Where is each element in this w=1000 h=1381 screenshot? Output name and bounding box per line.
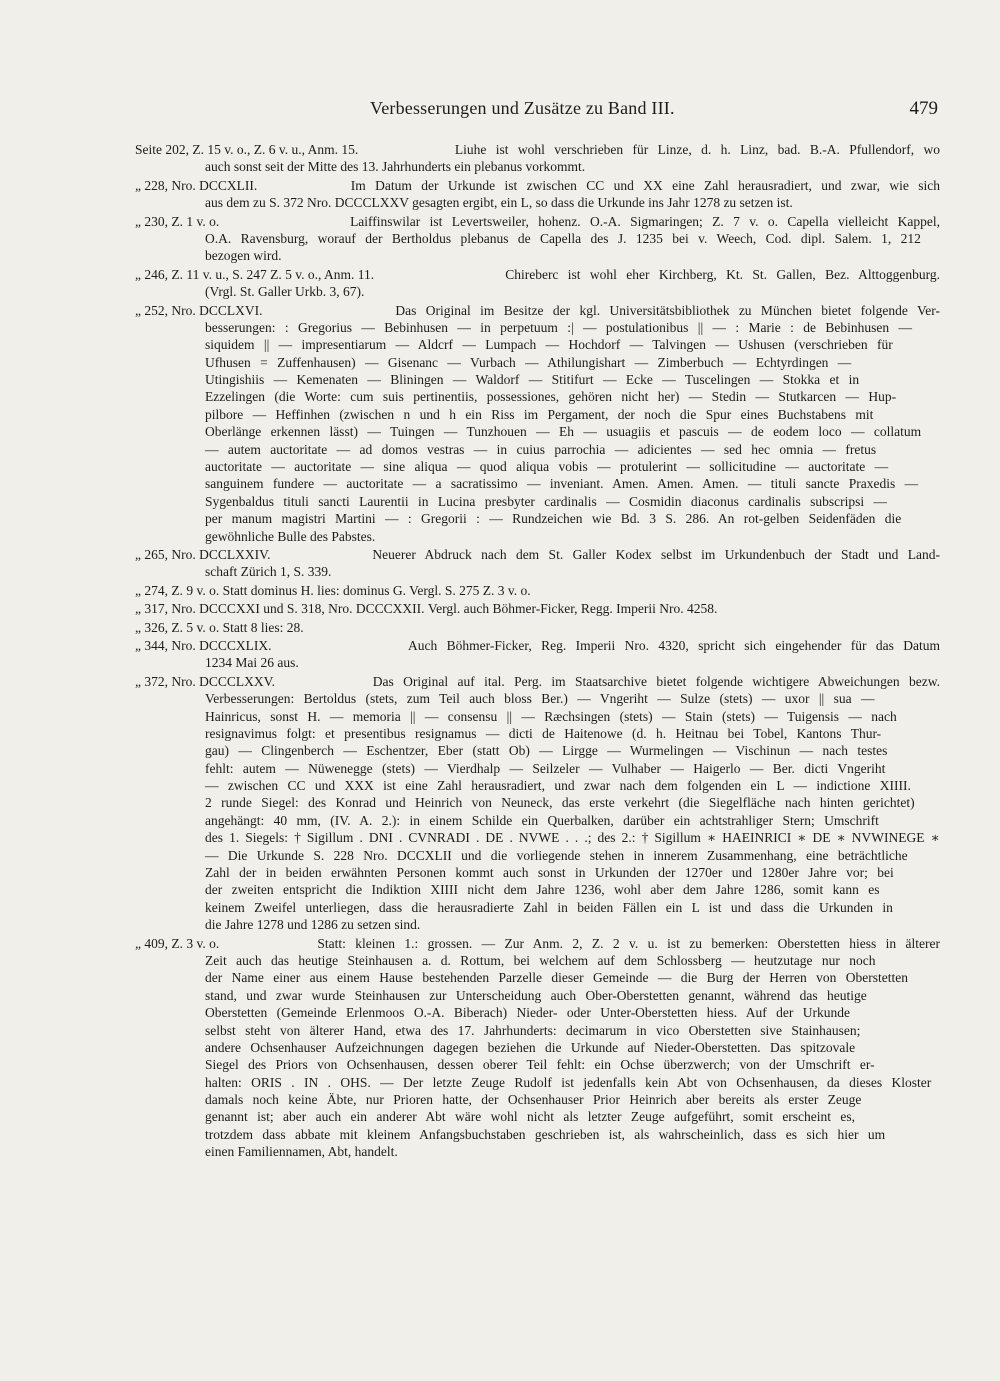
entry-text: einen Familiennamen, Abt, handelt.	[205, 1144, 398, 1160]
entry-line	[135, 213, 940, 230]
entry-text: Verbesserungen: Bertoldus (stets, zum Teil auch bloss Ber.) — Vngeriht — Sulze (stets) — uxor || sua —	[205, 691, 875, 707]
entry-line	[135, 388, 940, 405]
entry-line	[135, 637, 940, 654]
entry-reference: „ 409, Z. 3 v. o.	[135, 935, 223, 951]
entry-reference: „ 228, Nro. DCCXLII.	[135, 177, 261, 193]
entry-line	[135, 510, 940, 527]
entry-text: Das Original auf ital. Perg. im Staatsarchive bietet folgende wichtigere Abweichungen bezw.	[372, 673, 940, 689]
entry-line	[135, 725, 940, 742]
entry-text: Chireberc ist wohl eher Kirchberg, Kt. St. Gallen, Bez. Alttoggenburg.	[505, 266, 940, 282]
entry-reference: „ 252, Nro. DCCLXVI.	[135, 302, 266, 318]
entry-line	[135, 1143, 940, 1160]
entry-text: die Jahre 1278 und 1286 zu setzen sind.	[205, 917, 421, 933]
entry-line	[135, 600, 940, 617]
entry-text: Liuhe ist wohl verschrieben für Linze, d. h. Linz, bad. B.-A. Pfullendorf, wo	[454, 142, 940, 157]
entry-line	[135, 458, 940, 475]
entry-line	[135, 1039, 940, 1056]
entry-text: Statt 8 lies: 28.	[222, 619, 304, 635]
entry-reference: „ 230, Z. 1 v. o.	[135, 213, 223, 229]
entry-line	[135, 1108, 940, 1125]
entry-reference: „ 265, Nro. DCCLXXIV.	[135, 546, 274, 562]
entry-line	[135, 619, 940, 636]
entry-text: Laiffinswilar ist Levertsweiler, hohenz. O.-A. Sigmaringen; Z. 7 v. o. Capella vielleicht Kappel,	[350, 213, 940, 229]
entry-line	[135, 283, 940, 300]
entry-line	[135, 336, 940, 353]
entry-line	[135, 812, 940, 829]
entry-line	[135, 1004, 940, 1021]
correction-entry	[135, 637, 940, 672]
entry-text: halten: ORIS . IN . OHS. — Der letzte Zeuge Rudolf ist jedenfalls kein Abt von Ochsenhausen, da dieses Kloster	[205, 1074, 932, 1090]
entry-line	[135, 899, 940, 916]
entry-line	[135, 742, 940, 759]
entry-text: Statt dominus H. lies: dominus G. Vergl. S. 275 Z. 3 v. o.	[222, 582, 531, 598]
entry-text: Zeit auch das heutige Steinhausen a. d. Rottum, bei welchem auf dem Schlossberg — heutzutage nur noch	[205, 952, 876, 968]
entry-text: Siegel des Priors von Ochsenhausen, dessen oberer Teil fehlt: ein Ochse überzwerch; von der Umschrift er-	[205, 1057, 875, 1073]
entry-line	[135, 760, 940, 777]
entry-text: auctoritate — auctoritate — sine aliqua — quod aliqua vobis — protulerint — sollicitudine — auctoritate —	[205, 459, 889, 475]
entry-reference: Seite 202, Z. 15 v. o., Z. 6 v. u., Anm. 15.	[135, 142, 362, 157]
entry-text: Oberstetten (Gemeinde Erlenmoos O.-A. Biberach) Nieder- oder Unter-Oberstetten hiess. Auf der Urkunde	[205, 1005, 851, 1021]
entry-text: per manum magistri Martini — : Gregorii : — Rundzeichen wie Bd. 3 S. 286. An rot-gelben Seidenfäden die	[205, 511, 902, 527]
entry-text: genannt ist; aber auch ein anderer Abt wäre wohl nicht als letzter Zeuge aufgeführt, somit erscheint es,	[205, 1109, 856, 1125]
entry-line	[135, 302, 940, 319]
entry-text: stand, und zwar wurde Steinhausen zur Unterscheidung auch Ober-Oberstetten genannt, während das heutige	[205, 987, 867, 1003]
entry-text: Neuerer Abdruck nach dem St. Galler Kodex selbst im Urkundenbuch der Stadt und Land-	[372, 546, 940, 562]
entry-text: (Vrgl. St. Galler Urkb. 3, 67).	[205, 284, 365, 300]
page-title: Verbesserungen und Zusätze zu Band III.	[370, 98, 675, 118]
correction-entry	[135, 619, 940, 636]
entry-text: 1234 Mai 26 aus.	[205, 655, 299, 671]
entry-line	[135, 1091, 940, 1108]
entry-text: trotzdem dass abbate mit kleinem Anfangsbuchstaben geschrieben ist, als wahrscheinlich, dass es sich hier um	[205, 1126, 886, 1142]
entry-line	[135, 1022, 940, 1039]
entry-line	[135, 777, 940, 794]
entry-text: keinem Zweifel unterliegen, dass die herausradierte Zahl in beiden Fällen ein L ist und dass die Urkunden in	[205, 899, 893, 915]
entry-reference: „ 317, Nro. DCCCXXI und S. 318, Nro. DCCCXXII.	[135, 601, 428, 617]
entry-line	[135, 230, 940, 247]
entry-line	[135, 881, 940, 898]
entry-text: sanguinem fundere — auctoritate — a sacratissimo — inveniant. Amen. Amen. Amen. — tituli sancte Praxedis —	[205, 476, 919, 492]
entry-line	[135, 690, 940, 707]
entry-line	[135, 266, 940, 283]
entry-line	[135, 194, 940, 211]
entry-line	[135, 708, 940, 725]
entry-text: fehlt: autem — Nüwenegge (stets) — Vierdhalp — Seilzeler — Vulhaber — Haigerlo — Ber. dicti Vngeriht	[205, 760, 886, 776]
entry-text: aus dem zu S. 372 Nro. DCCCLXXV gesagten ergibt, ein L, so dass die Urkunde ins Jahr 1278 zu setzen ist.	[205, 195, 793, 211]
correction-entry	[135, 213, 940, 265]
entry-line	[135, 475, 940, 492]
entry-line	[135, 371, 940, 388]
entry-line	[135, 563, 940, 580]
entry-line	[135, 582, 940, 599]
entry-reference: „ 372, Nro. DCCCLXXV.	[135, 673, 279, 689]
entry-text: resignavimus folgt: et presentibus resignamus — dicti de Haitenowe (d. h. Heitnau bei Tobel, Kantons Thur-	[205, 725, 882, 741]
entry-line	[135, 935, 940, 952]
entry-text: andere Ochsenhauser Aufzeichnungen dagegen beziehen die Urkunde auf Nieder-Oberstetten. Das spitzovale	[205, 1039, 856, 1055]
entry-text: Ufhusen = Zuffenhausen) — Gisenanc — Vurbach — Athilungishart — Zimberbuch — Echtyrdingen —	[205, 354, 852, 370]
entry-line	[135, 546, 940, 563]
entry-line	[135, 654, 940, 671]
entry-text: Sygenbaldus tituli sancti Laurentii in Lucina presbyter cardinalis — Cosmidin diaconus cardinalis subscripsi —	[205, 493, 888, 509]
entry-text: Zahl der in beiden erwähnten Personen kommt auch sonst in Urkunden der 1270er und 1280er Jahre vor; bei	[205, 865, 894, 881]
entry-line	[135, 1056, 940, 1073]
correction-entry	[135, 935, 940, 1161]
correction-entry	[135, 582, 940, 599]
entry-line	[135, 158, 940, 175]
entry-line	[135, 441, 940, 458]
entry-line	[135, 987, 940, 1004]
entry-line	[135, 1074, 940, 1091]
entry-text: besserungen: : Gregorius — Bebinhusen — in perpetuum :| — postulationibus || — : Marie : de Bebinhusen —	[205, 319, 913, 335]
corrections-list	[135, 141, 940, 1162]
entry-reference: „ 246, Z. 11 v. u., S. 247 Z. 5 v. o., Anm. 11.	[135, 266, 378, 282]
entry-reference: „ 326, Z. 5 v. o.	[135, 619, 223, 635]
entry-line	[135, 423, 940, 440]
entry-line	[135, 406, 940, 423]
entry-text: der zweiten entspricht die Indiktion XIIII nicht dem Jahre 1236, wohl aber dem Jahre 1286, somit kann es	[205, 882, 880, 898]
entry-text: Statt: kleinen 1.: grossen. — Zur Anm. 2, Z. 2 v. u. ist zu bemerken: Oberstetten hiess in älterer	[317, 935, 940, 951]
entry-line	[135, 794, 940, 811]
entry-text: des 1. Siegels: † Sigillum . DNI . CVNRADI . DE . NVWE . . .; des 2.: † Sigillum ∗ HAEINRICI ∗ DE ∗ NVWINEGE ∗	[205, 830, 940, 846]
entry-line	[135, 969, 940, 986]
entry-text: Auch Böhmer-Ficker, Reg. Imperii Nro. 4320, spricht sich eingehender für das Datum	[408, 637, 940, 653]
entry-line	[135, 247, 940, 264]
running-header	[370, 98, 938, 120]
correction-entry	[135, 302, 940, 545]
entry-line	[135, 673, 940, 690]
entry-line	[135, 141, 940, 158]
entry-text: Ezzelingen (die Worte: cum suis pertinentiis, possessiones, gehören nicht her) — Stedin — Stutkarcen — Hup-	[205, 389, 897, 405]
entry-text: bezogen wird.	[205, 248, 282, 264]
entry-text: schaft Zürich 1, S. 339.	[205, 564, 332, 580]
correction-entry	[135, 600, 940, 617]
entry-text: selbst steht von älterer Hand, etwa des 17. Jahrhunderts: decimarum in vico Oberstetten sive Stainhausen;	[205, 1022, 861, 1038]
entry-line	[135, 354, 940, 371]
entry-text: 2 runde Siegel: des Konrad und Heinrich von Neuneck, das erste verkehrt (die Siegelfläche nach hinten gerichtet)	[205, 795, 915, 811]
entry-line	[135, 528, 940, 545]
entry-text: damals noch keine Äbte, nur Prioren hatte, der Ochsenhauser Prior Heinrich aber bereits als erster Zeuge	[205, 1092, 862, 1108]
entry-text: Hainricus, sonst H. — memoria || — consensu || — Ræchsingen (stets) — Stain (stets) — Tuigensis — nach	[205, 708, 897, 724]
entry-text: — zwischen CC und XXX ist eine Zahl herausradiert, und zwar nach dem folgenden ein L — indictione XIIII.	[205, 778, 911, 794]
entry-text: der Name einer aus einem Hause bestehenden Parzelle dieser Gemeinde — die Burg der Herren von Oberstetten	[205, 970, 909, 986]
entry-text: siquidem || — impresentiarum — Aldcrf — Lumpach — Hochdorf — Talvingen — Ushusen (verschrieben für	[205, 337, 893, 353]
entry-line	[135, 864, 940, 881]
entry-text: O.A. Ravensburg, worauf der Bertholdus plebanus de Capella des J. 1235 bei v. Weech, Cod. dipl. Salem. 1, 212	[205, 230, 921, 246]
entry-line	[135, 916, 940, 933]
page-number: 479	[909, 98, 938, 119]
entry-text: Das Original im Besitze der kgl. Universitätsbibliothek zu München bietet folgende Ver-	[395, 302, 940, 318]
entry-line	[135, 847, 940, 864]
entry-reference: „ 274, Z. 9 v. o.	[135, 582, 223, 598]
entry-text: Vergl. auch Böhmer-Ficker, Regg. Imperii Nro. 4258.	[427, 601, 718, 617]
entry-text: — Die Urkunde S. 228 Nro. DCCXLII und die vorliegende stehen in innerem Zusammenhang, eine beträchtliche	[205, 847, 908, 863]
entry-line	[135, 493, 940, 510]
correction-entry	[135, 546, 940, 581]
entry-text: gewöhnliche Bulle des Pabstes.	[205, 528, 376, 544]
entry-line	[135, 829, 940, 846]
entry-line	[135, 952, 940, 969]
entry-text: Oberlänge erkennen lässt) — Tuingen — Tunzhouen — Eh — usuagiis et pascuis — de eodem loco — collatum	[205, 424, 922, 440]
correction-entry	[135, 177, 940, 212]
correction-entry	[135, 141, 940, 176]
entry-line	[135, 1126, 940, 1143]
entry-text: — autem auctoritate — ad domos vestras — in cuius parrochia — adicientes — sed hec omnia — fretus	[205, 441, 877, 457]
entry-text: angehängt: 40 mm, (IV. A. 2.): in einem Schilde ein Querbalken, darüber ein achtstrahliger Stern; Umschrift	[205, 812, 879, 828]
entry-text: pilbore — Heffinhen (zwischen n und h ein Riss im Pergament, der noch die Spur eines Buchstabens mit	[205, 406, 874, 422]
correction-entry	[135, 266, 940, 301]
entry-line	[135, 319, 940, 336]
entry-reference: „ 344, Nro. DCCCXLIX.	[135, 637, 275, 653]
entry-text: gau) — Clingenberch — Eschentzer, Eber (statt Ob) — Lirgge — Wurmelingen — Vischinun — nach testes	[205, 743, 888, 759]
correction-entry	[135, 673, 940, 934]
entry-text: Im Datum der Urkunde ist zwischen CC und XX eine Zahl herausradiert, und zwar, wie sich	[350, 177, 940, 193]
entry-text: auch sonst seit der Mitte des 13. Jahrhunderts ein plebanus vorkommt.	[205, 159, 586, 175]
entry-text: Utingishiis — Kemenaten — Bliningen — Waldorf — Stitifurt — Ecke — Tuscelingen — Stokka et in	[205, 372, 860, 388]
entry-line	[135, 177, 940, 194]
